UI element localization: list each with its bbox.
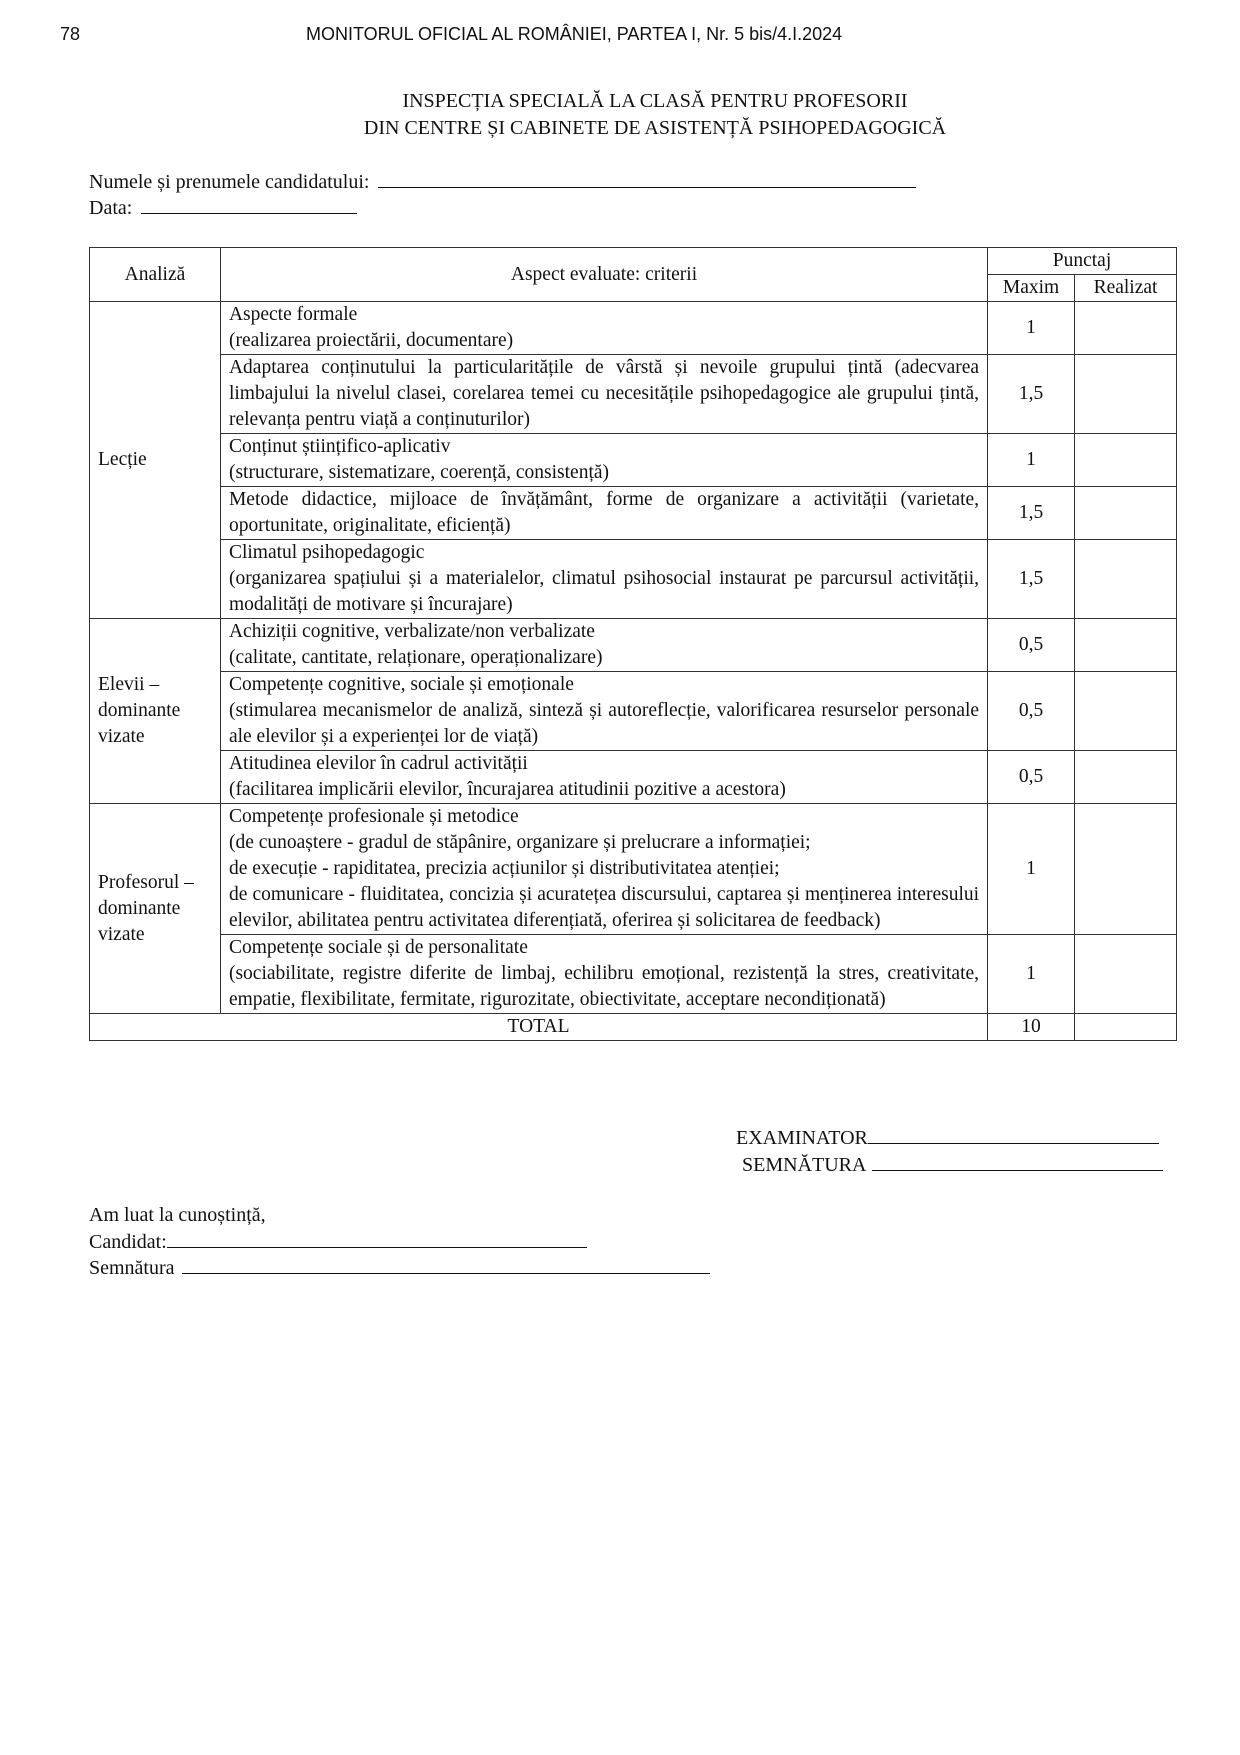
total-maxim: 10 <box>988 1014 1075 1041</box>
criterion-line: (organizarea spațiului și a materialelor, climatul psihosocial instaurat pe parcursul activității, modalități de motivare și încurajare) <box>228 568 980 615</box>
maxim-score: 1 <box>988 935 1075 1014</box>
criterion-line: Conținut științifico-aplicativ <box>228 436 451 457</box>
header-realizat: Realizat <box>1075 275 1177 302</box>
criterion-line: (realizarea proiectării, documentare) <box>228 330 514 351</box>
group-label: Lecție <box>90 302 221 619</box>
criterion-line: Climatul psihopedagogic <box>228 542 425 563</box>
header-maxim: Maxim <box>988 275 1075 302</box>
realizat-score-input[interactable] <box>1075 751 1177 804</box>
header-punctaj: Punctaj <box>988 248 1177 275</box>
realizat-score-input[interactable] <box>1075 302 1177 355</box>
evaluation-table <box>89 247 1177 1041</box>
criterion-line: Achiziții cognitive, verbalizate/non verbalizate <box>228 621 595 642</box>
criterion-line: de comunicare - fluiditatea, concizia și acuratețea discursului, captarea și menținerea interesului elevilor, abilitatea pentru activitatea diferențiată, oferirea și solicitarea de feedback) <box>228 884 980 931</box>
criterion-cell <box>220 302 987 355</box>
group-label: Elevii – dominante vizate <box>90 619 221 804</box>
criterion-line: Adaptarea conținutului la particularitățile de vârstă și nevoile grupului țintă (adecvarea limbajului la nivelul clasei, corelarea temei cu necesitățile psihopedagogice ale grupului țintă, relevanța pentru viață a conținuturilor) <box>228 357 980 430</box>
candidate-name-label: Numele și prenumele candidatului: <box>89 171 370 193</box>
criterion-line: Atitudinea elevilor în cadrul activității <box>228 753 528 774</box>
semnatura-candidat-field <box>89 1254 710 1281</box>
criterion-cell <box>220 935 987 1014</box>
page-number: 78 <box>60 24 81 44</box>
maxim-score: 1,5 <box>988 540 1075 619</box>
criterion-line: (facilitarea implicării elevilor, încurajarea atitudinii pozitive a acestora) <box>228 779 786 800</box>
realizat-score-input[interactable] <box>1075 672 1177 751</box>
header-criterii: Aspect evaluate: criterii <box>220 248 987 302</box>
semnatura-candidat-label: Semnătura <box>89 1257 175 1279</box>
examinator-label: EXAMINATOR <box>736 1127 868 1149</box>
criterion-line: (calitate, cantitate, relaționare, operaționalizare) <box>228 647 603 668</box>
maxim-score: 1,5 <box>988 355 1075 434</box>
table-row <box>90 302 1177 355</box>
criterion-line: (stimularea mecanismelor de analiză, sinteză și autoreflecție, valorificarea resurselor personale ale elevilor și a experienței lor de viață) <box>228 700 980 747</box>
criterion-line: Competențe sociale și de personalitate <box>228 937 528 958</box>
maxim-score: 0,5 <box>988 619 1075 672</box>
header-analiza: Analiză <box>90 248 221 302</box>
document-title <box>0 88 1240 142</box>
examinator-blank[interactable] <box>868 1124 1159 1144</box>
criterion-line: Competențe profesionale și metodice <box>228 806 519 827</box>
criterion-line: Metode didactice, mijloace de învățământ, forme de organizare a activității (varietate, oportunitate, originalitate, eficiență) <box>228 489 980 536</box>
table-row <box>90 619 1177 672</box>
title-line-1: INSPECȚIA SPECIALĂ LA CLASĂ PENTRU PROFESORII <box>402 90 908 112</box>
total-realizat-input[interactable] <box>1075 1014 1177 1041</box>
table-row <box>90 355 1177 434</box>
table-row <box>90 434 1177 487</box>
realizat-score-input[interactable] <box>1075 540 1177 619</box>
realizat-score-input[interactable] <box>1075 487 1177 540</box>
maxim-score: 0,5 <box>988 751 1075 804</box>
table-row <box>90 540 1177 619</box>
realizat-score-input[interactable] <box>1075 619 1177 672</box>
candidate-name-blank[interactable] <box>378 168 916 188</box>
realizat-score-input[interactable] <box>1075 355 1177 434</box>
semnatura-candidat-blank[interactable] <box>182 1254 710 1274</box>
date-field <box>89 194 357 221</box>
criterion-cell <box>220 355 987 434</box>
realizat-score-input[interactable] <box>1075 434 1177 487</box>
criterion-cell <box>220 619 987 672</box>
table-row <box>90 804 1177 935</box>
candidat-label: Candidat: <box>89 1231 167 1253</box>
criterion-line: Competențe cognitive, sociale și emoționale <box>228 674 574 695</box>
journal-header: MONITORUL OFICIAL AL ROMÂNIEI, PARTEA I, Nr. 5 bis/4.I.2024 <box>306 24 843 44</box>
table-row <box>90 935 1177 1014</box>
group-label: Profesorul – dominante vizate <box>90 804 221 1014</box>
semnatura-examinator-label: SEMNĂTURA <box>742 1154 866 1176</box>
realizat-score-input[interactable] <box>1075 804 1177 935</box>
candidat-field <box>89 1228 587 1255</box>
semnatura-examinator-field <box>742 1151 1163 1178</box>
acknowledged-text: Am luat la cunoștință, <box>89 1204 266 1226</box>
criterion-cell <box>220 804 987 935</box>
candidate-name-field <box>89 168 916 195</box>
criterion-cell <box>220 540 987 619</box>
criterion-line: de execuție - rapiditatea, precizia acțiunilor și distributivitatea atenției; <box>228 858 780 879</box>
date-label: Data: <box>89 197 133 219</box>
date-blank[interactable] <box>141 194 357 214</box>
criterion-cell <box>220 751 987 804</box>
examinator-field <box>736 1124 1159 1151</box>
criterion-line: Aspecte formale <box>228 304 358 325</box>
maxim-score: 1 <box>988 302 1075 355</box>
semnatura-examinator-blank[interactable] <box>872 1151 1163 1171</box>
maxim-score: 0,5 <box>988 672 1075 751</box>
maxim-score: 1,5 <box>988 487 1075 540</box>
maxim-score: 1 <box>988 804 1075 935</box>
realizat-score-input[interactable] <box>1075 935 1177 1014</box>
maxim-score: 1 <box>988 434 1075 487</box>
candidat-blank[interactable] <box>167 1228 587 1248</box>
total-label: TOTAL <box>90 1014 988 1041</box>
table-row <box>90 672 1177 751</box>
criterion-line: (structurare, sistematizare, coerență, consistență) <box>228 462 610 483</box>
criterion-cell <box>220 672 987 751</box>
table-row <box>90 487 1177 540</box>
table-row <box>90 751 1177 804</box>
title-line-2: DIN CENTRE ȘI CABINETE DE ASISTENȚĂ PSIHOPEDAGOGICĂ <box>363 117 947 139</box>
total-row <box>90 1014 1177 1041</box>
criterion-line: (de cunoaștere - gradul de stăpânire, organizare și prelucrare a informației; <box>228 832 811 853</box>
criterion-cell <box>220 434 987 487</box>
criterion-cell <box>220 487 987 540</box>
criterion-line: (sociabilitate, registre diferite de limbaj, echilibru emoțional, rezistență la stres, creativitate, empatie, flexibilitate, fermitate, rigurozitate, obiectivitate, acceptare necondiționată) <box>228 963 980 1010</box>
header-row <box>90 248 1177 275</box>
